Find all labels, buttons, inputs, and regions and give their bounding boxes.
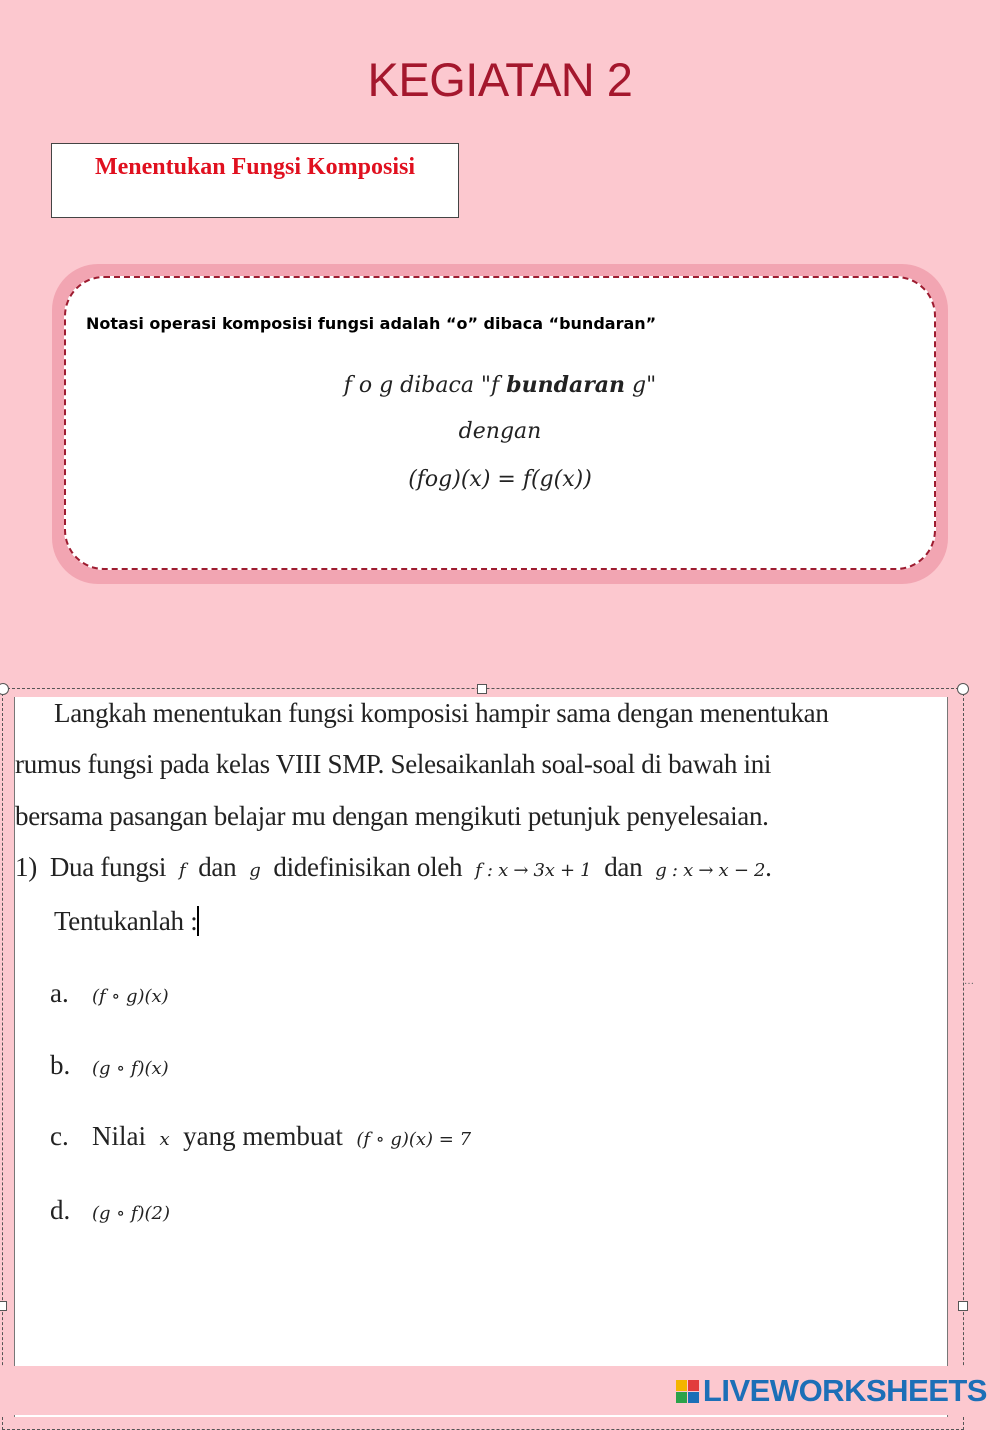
formula-bold: bundaran: [506, 372, 626, 398]
q1-g: g: [249, 860, 261, 881]
logo-square: [688, 1392, 699, 1403]
logo-square: [688, 1380, 699, 1391]
q1-dan: dan: [198, 852, 237, 882]
sub-item-a: [50, 978, 169, 1009]
sub-item-label: d.: [50, 1195, 71, 1225]
frame-dots: …: [964, 976, 974, 987]
sub-item-math: (g ∘ f)(2): [92, 1203, 170, 1224]
q1-tentukan: Tentukanlah :: [54, 906, 198, 936]
q1-text-2: didefinisikan oleh: [273, 852, 463, 882]
notation-card-inner: [64, 276, 936, 570]
sub-item-label: c.: [50, 1121, 69, 1151]
resize-handle[interactable]: [0, 1301, 7, 1311]
sub-item-math: (f ∘ g)(x): [92, 986, 169, 1007]
notation-text: Notasi operasi komposisi fungsi adalah “o” dibaca “bundaran”: [86, 314, 657, 333]
q1-instruction: [54, 906, 199, 936]
subtitle-box: [51, 143, 459, 218]
sub-item-math: (g ∘ f)(x): [92, 1058, 169, 1079]
q1-f-def: f : x → 3x + 1: [475, 860, 592, 881]
liveworksheets-logo[interactable]: [676, 1372, 987, 1410]
sub-item-d: [50, 1195, 170, 1226]
q1-text: Dua fungsi: [49, 852, 167, 882]
sub-item-text: Nilai: [92, 1121, 146, 1151]
sub-item-b: [50, 1050, 169, 1081]
formula-part: f o g dibaca "f: [343, 373, 507, 398]
logo-square: [676, 1380, 687, 1391]
sub-item-var: x: [159, 1129, 170, 1150]
subtitle-text: Menentukan Fungsi Komposisi: [94, 154, 416, 180]
resize-handle[interactable]: [477, 684, 487, 694]
question-1: [15, 854, 772, 881]
content-line-3: bersama pasangan belajar mu dengan mengikuti petunjuk penyelesaian.: [15, 801, 769, 831]
q1-period: .: [765, 852, 772, 882]
q1-dan-2: dan: [604, 852, 643, 882]
formula-part: g": [625, 373, 657, 398]
formula-line-1: [66, 372, 934, 398]
text-cursor: [197, 906, 199, 936]
logo-icon: [676, 1380, 699, 1403]
sub-item-label: a.: [50, 978, 69, 1008]
sub-item-label: b.: [50, 1050, 71, 1080]
content-line-2: rumus fungsi pada kelas VIII SMP. Selesaikanlah soal-soal di bawah ini: [15, 749, 772, 779]
formula-line-3: (fog)(x) = f(g(x)): [408, 467, 592, 492]
sub-item-math: (f ∘ g)(x) = 7: [356, 1129, 472, 1150]
logo-text: LIVEWORKSHEETS: [702, 1373, 987, 1408]
question-number: 1): [15, 852, 37, 882]
content-line-1: Langkah menentukan fungsi komposisi hampir sama dengan menentukan: [54, 698, 829, 728]
resize-handle[interactable]: [958, 1301, 968, 1311]
sub-item-text-2: yang membuat: [183, 1121, 343, 1151]
resize-handle[interactable]: [957, 683, 969, 695]
logo-square: [676, 1392, 687, 1403]
notation-card: [52, 264, 948, 584]
sub-item-c: [50, 1121, 471, 1152]
page-title: KEGIATAN 2: [367, 53, 633, 106]
q1-g-def: g : x → x − 2: [655, 860, 766, 881]
formula-line-2: dengan: [458, 419, 542, 444]
q1-f: f: [178, 860, 186, 881]
